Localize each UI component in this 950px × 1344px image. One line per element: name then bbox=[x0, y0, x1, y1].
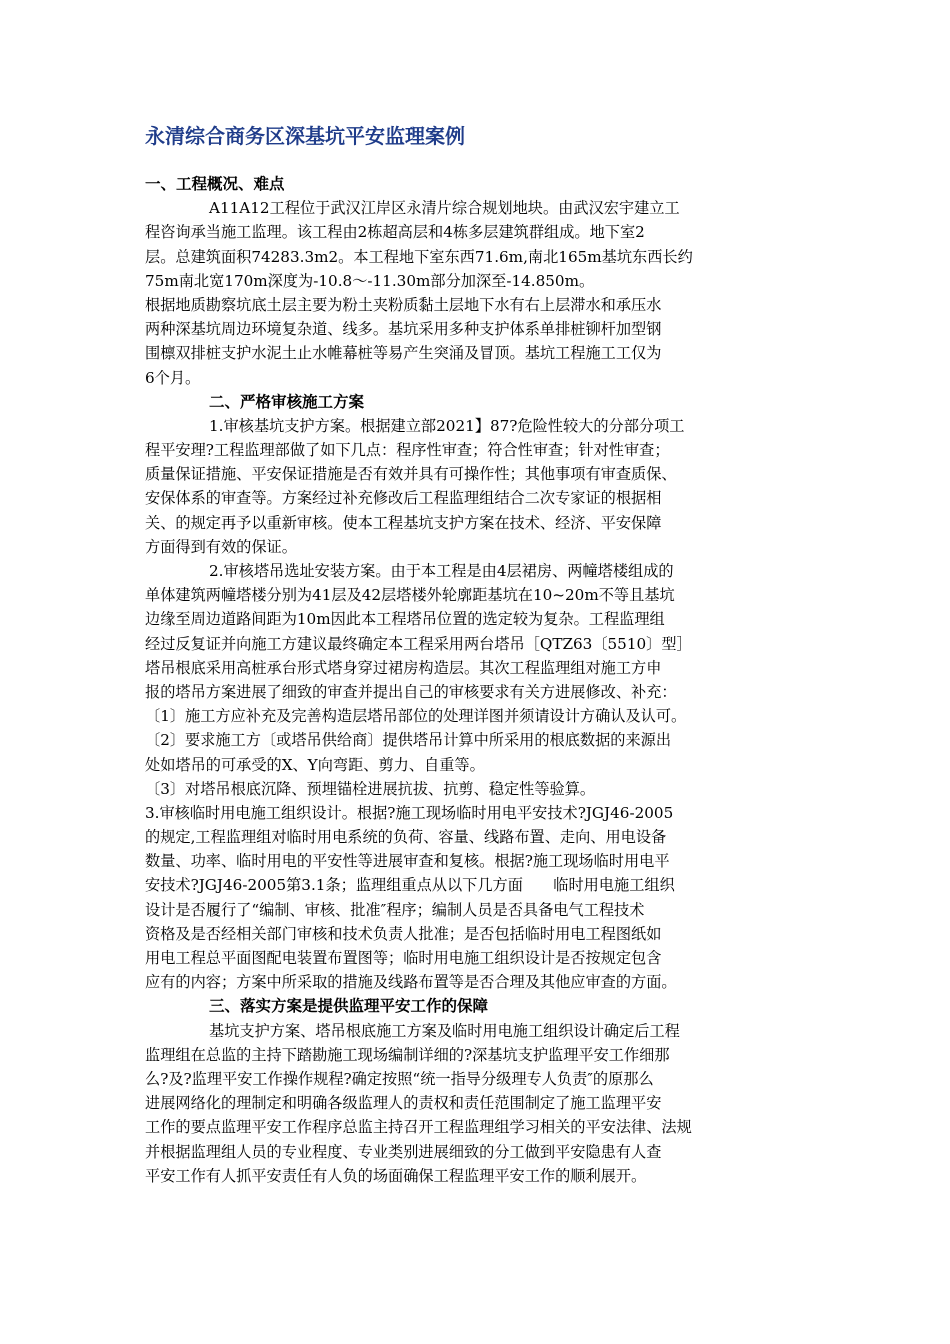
document-title: 永清综合商务区深基坑平安监理案例 bbox=[145, 124, 465, 148]
paragraph-line: 安保体系的审查等。方案经过补充修改后工程监理组结合二次专家证的根据相 bbox=[145, 489, 662, 508]
section-heading: 三、落实方案是提供监理平安工作的保障 bbox=[209, 997, 489, 1016]
paragraph-line: 关、的规定再予以重新审核。使本工程基坑支护方案在技术、经济、平安保障 bbox=[145, 513, 662, 532]
paragraph-line: 基坑支护方案、塔吊根底施工方案及临时用电施工组织设计确定后工程 bbox=[209, 1021, 680, 1040]
paragraph-line: 2.审核塔吊选址安装方案。由于本工程是由4层裙房、两幢塔楼组成的 bbox=[209, 562, 674, 580]
paragraph-line: 层。总建筑面积74283.3m2。本工程地下室东西71.6m,南北165m基坑东西长约 bbox=[145, 247, 693, 266]
paragraph-line: 工作的要点监理平安工作程序总监主持召开工程监理组学习相关的平安法律、法规 bbox=[145, 1118, 692, 1137]
paragraph-line: 平安工作有人抓平安责任有人负的场面确保工程监理平安工作的顺利展开。 bbox=[145, 1166, 647, 1185]
paragraph-line: 1.审核基坑支护方案。根据建立部2021】87?危险性较大的分部分项工 bbox=[209, 416, 685, 435]
paragraph-line: 安技术?JGJ46-2005第3.1条；监理组重点从以下几方面 临时用电施工组织 bbox=[145, 876, 675, 895]
section-heading: 二、严格审核施工方案 bbox=[209, 392, 365, 411]
paragraph-line: 用电工程总平面图配电装置布置图等；临时用电施工组织设计是否按规定包含 bbox=[145, 949, 662, 967]
paragraph-line: 塔吊根底采用高桩承台形式塔身穿过裙房构造层。其次工程监理组对施工方申 bbox=[145, 658, 662, 677]
paragraph-line: 6个月。 bbox=[145, 368, 201, 387]
paragraph-line: 〔3〕对塔吊根底沉降、预埋锚栓进展抗拔、抗剪、稳定性等验算。 bbox=[145, 779, 596, 798]
paragraph-line: 程平安理?工程监理部做了如下几点：程序性审查；符合性审查；针对性审查； bbox=[145, 441, 670, 460]
document-body bbox=[145, 172, 815, 1188]
paragraph-line: 程咨询承当施工监理。该工程由2栋超高层和4栋多层建筑群组成。地下室2 bbox=[145, 223, 645, 242]
paragraph-line: 么?及?监理平安工作操作规程?确定按照“统一指导分级理专人负责″的原那么 bbox=[145, 1069, 654, 1088]
paragraph-line: 并根据监理组人员的专业程度、专业类别进展细致的分工做到平安隐患有人查 bbox=[145, 1142, 662, 1161]
paragraph-line: 根据地质勘察坑底土层主要为粉土夹粉质黏土层地下水有右上层滞水和承压水 bbox=[145, 295, 662, 314]
paragraph-line: 应有的内容；方案中所采取的措施及线路布置等是否合理及其他应审查的方面。 bbox=[145, 973, 677, 992]
paragraph-line: 单体建筑两幢塔楼分别为41层及42层塔楼外轮廓距基坑在10~20m不等且基坑 bbox=[145, 586, 675, 605]
paragraph-line: 数量、功率、临时用电的平安性等进展审查和复核。根据?施工现场临时用电平 bbox=[145, 852, 670, 871]
paragraph-line: 边缘至周边道路间距为10m因此本工程塔吊位置的选定较为复杂。工程监理组 bbox=[145, 610, 665, 629]
paragraph-line: 经过反复证并向施工方建议最终确定本工程采用两台塔吊［QTZ63〔5510〕型］ bbox=[145, 634, 692, 653]
paragraph-line: 的规定,工程监理组对临时用电系统的负荷、容量、线路布置、走向、用电设备 bbox=[145, 828, 667, 847]
paragraph-line: 质量保证措施、平安保证措施是否有效并具有可操作性；其他事项有审查质保、 bbox=[145, 465, 677, 484]
paragraph-line: 〔1〕施工方应补充及完善构造层塔吊部位的处理详图并须请设计方确认及认可。 bbox=[145, 707, 687, 726]
paragraph-line: 两种深基坑周边环境复杂道、线多。基坑采用多种支护体系单排桩铆杆加型钢 bbox=[145, 320, 662, 339]
paragraph-line: 监理组在总监的主持下踏勘施工现场编制详细的?深基坑支护监理平安工作细那 bbox=[145, 1045, 670, 1064]
paragraph-line: 报的塔吊方案进展了细致的审查并提出自己的审核要求有关方进展修改、补充： bbox=[145, 682, 677, 701]
paragraph-line: 〔2〕要求施工方〔或塔吊供给商〕提供塔吊计算中所采用的根底数据的来源出 bbox=[145, 731, 672, 750]
paragraph-line: A11A12工程位于武汉江岸区永清片综合规划地块。由武汉宏宇建立工 bbox=[209, 199, 680, 218]
section-heading: 一、工程概况、难点 bbox=[145, 175, 285, 193]
paragraph-line: 进展网络化的理制定和明确各级监理人的责权和责任范围制定了施工监理平安 bbox=[145, 1094, 662, 1113]
paragraph-line: 设计是否履行了“编制、审核、批准″程序；编制人员是否具备电气工程技术 bbox=[145, 900, 645, 919]
paragraph-line: 处如塔吊的可承受的X、Y向弯距、剪力、自重等。 bbox=[145, 755, 485, 774]
document-page bbox=[145, 118, 815, 1188]
paragraph-line: 3.审核临时用电施工组织设计。根据?施工现场临时用电平安技术?JGJ46-2005 bbox=[145, 803, 674, 822]
paragraph-line: 方面得到有效的保证。 bbox=[145, 537, 297, 556]
paragraph-line: 75m南北宽170m深度为-10.8～-11.30m部分加深至-14.850m。 bbox=[145, 271, 595, 290]
paragraph-line: 资格及是否经相关部门审核和技术负责人批准；是否包括临时用电工程图纸如 bbox=[145, 924, 662, 943]
paragraph-line: 围檩双排桩支护水泥土止水帷幕桩等易产生突涌及冒顶。基坑工程施工工仅为 bbox=[145, 344, 662, 363]
